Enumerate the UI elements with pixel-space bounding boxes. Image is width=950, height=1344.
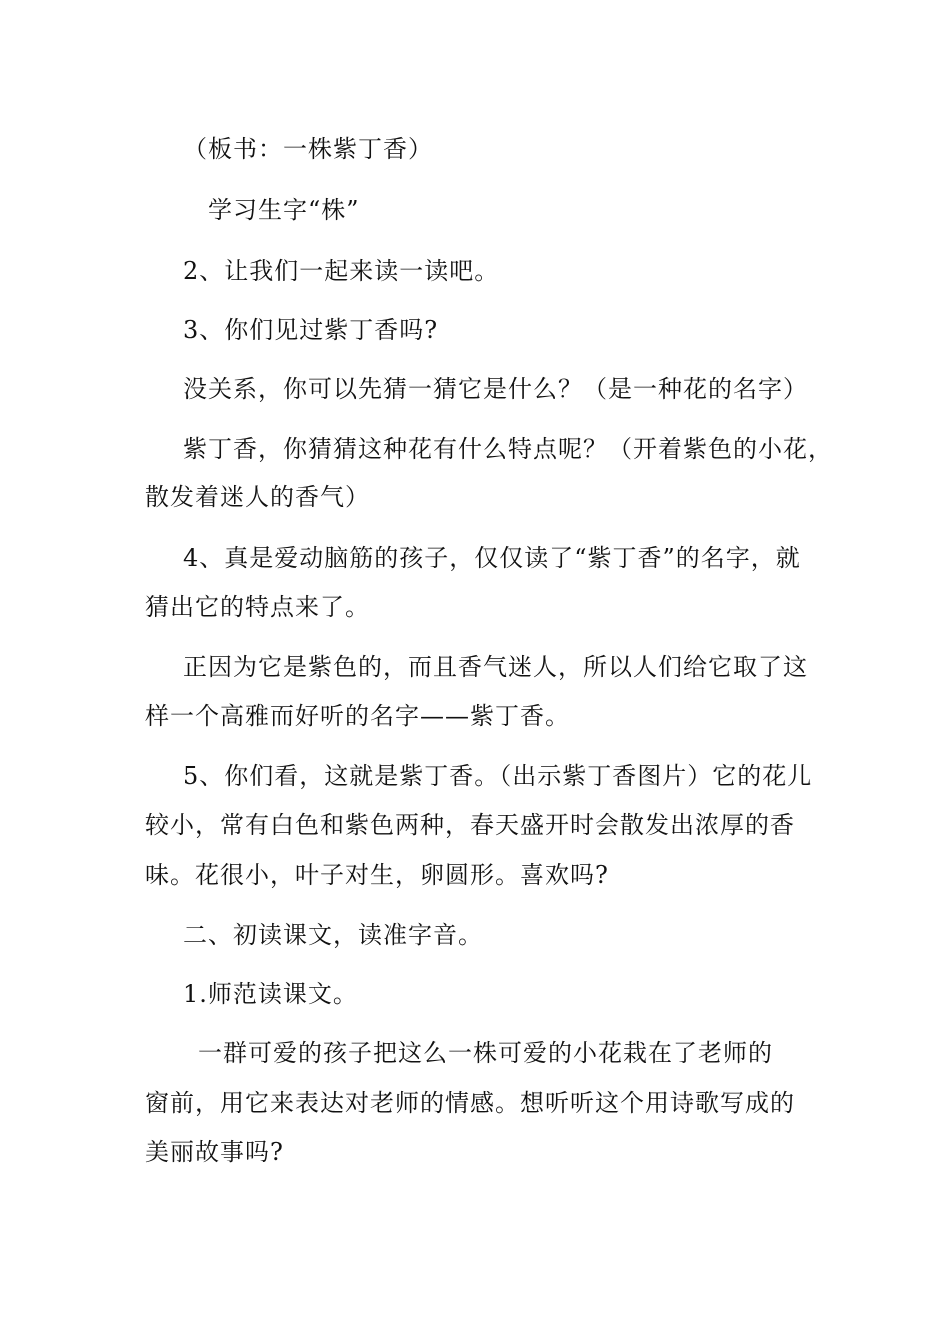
- text-line-17: 一群可爱的孩子把这么一株可爱的小花栽在了老师的: [198, 1039, 773, 1067]
- text-line-18: 窗前，用它来表达对老师的情感。想听听这个用诗歌写成的: [145, 1089, 795, 1117]
- text-line-14: 味。花很小，叶子对生，卵圆形。喜欢吗?: [145, 861, 609, 889]
- text-line-9: 猜出它的特点来了。: [145, 593, 370, 621]
- text-line-11: 样一个高雅而好听的名字——紫丁香。: [145, 702, 570, 730]
- text-line-7: 散发着迷人的香气）: [145, 483, 370, 511]
- text-line-2: 学习生字“株”: [208, 196, 360, 224]
- text-line-8: 4、真是爱动脑筋的孩子，仅仅读了“紫丁香”的名字，就: [183, 544, 801, 572]
- text-line-19: 美丽故事吗?: [145, 1138, 284, 1166]
- text-line-6: 紫丁香，你猜猜这种花有什么特点呢？（开着紫色的小花，: [183, 435, 833, 463]
- text-line-5: 没关系，你可以先猜一猜它是什么？（是一种花的名字）: [183, 375, 808, 403]
- text-line-15: 二、初读课文，读准字音。: [183, 921, 483, 949]
- text-line-13: 较小，常有白色和紫色两种，春天盛开时会散发出浓厚的香: [145, 811, 795, 839]
- text-line-10: 正因为它是紫色的，而且香气迷人，所以人们给它取了这: [183, 653, 808, 681]
- text-line-12: 5、你们看，这就是紫丁香。（出示紫丁香图片）它的花儿: [183, 762, 813, 790]
- text-line-4: 3、你们见过紫丁香吗?: [183, 316, 439, 344]
- text-line-3: 2、让我们一起来读一读吧。: [183, 257, 500, 285]
- text-line-16: 1.师范读课文。: [183, 980, 358, 1008]
- text-line-1: （板书：一株紫丁香）: [183, 135, 433, 163]
